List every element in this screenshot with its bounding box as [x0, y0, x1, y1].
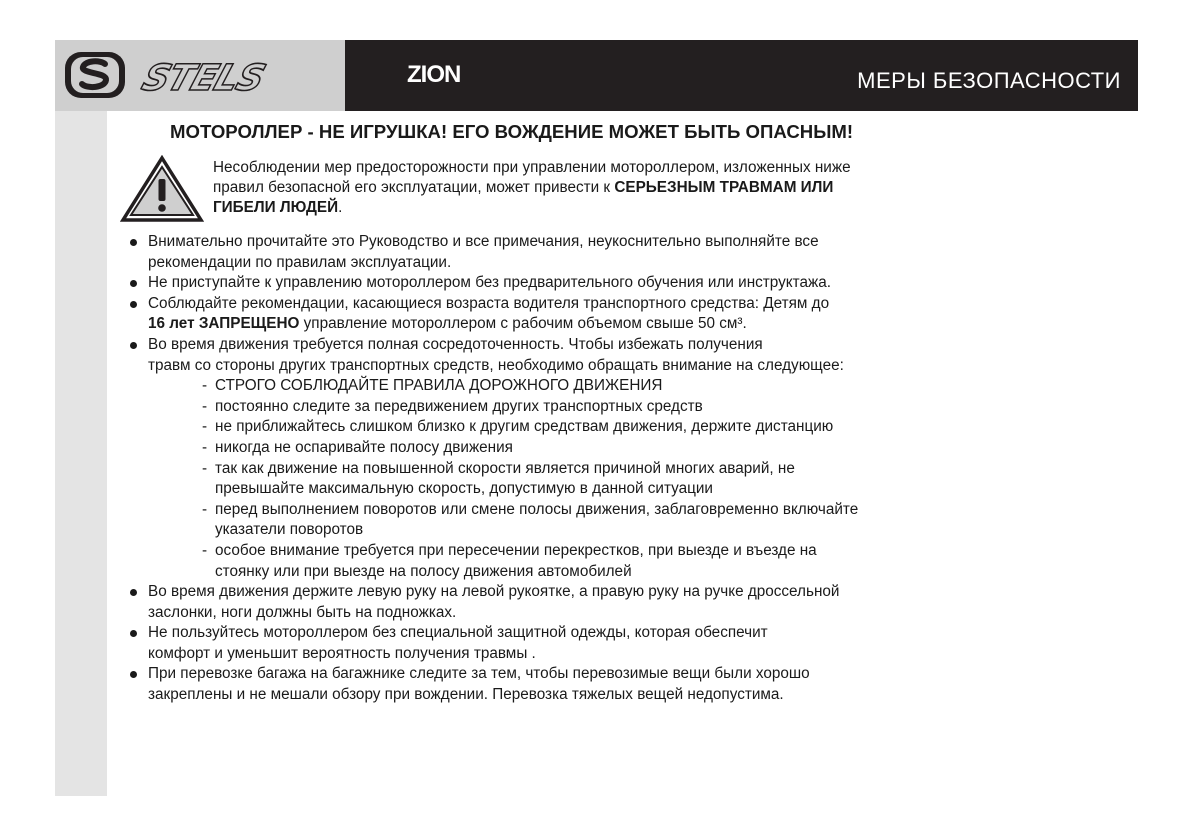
bullet-icon [130, 589, 137, 596]
list-item [130, 232, 1076, 273]
rule-text: Не пользуйтесь мотороллером без специальной защитной одежды, которая обеспечит [148, 624, 768, 642]
warning-text: . [338, 199, 343, 216]
list-item [130, 664, 1076, 705]
sub-item-text: стоянку или при выезде на полосу движения автомобилей [215, 562, 632, 580]
rule-text: Соблюдайте рекомендации, касающиеся возраста водителя транспортного средства: Детям до [148, 294, 830, 312]
safety-rules-list [130, 232, 1076, 706]
dash-marker: - [202, 541, 208, 559]
bullet-icon [130, 671, 137, 678]
sub-item-text: указатели поворотов [215, 521, 364, 539]
sub-item [130, 459, 1076, 500]
sub-item-text: перед выполнением поворотов или смене полосы движения, заблаговременно включайте [215, 500, 859, 518]
sub-item [130, 376, 1076, 397]
sub-item-text: постоянно следите за передвижением других транспортных средств [215, 397, 703, 415]
sub-item [130, 500, 1076, 541]
bullet-icon [130, 301, 137, 308]
bullet-icon [130, 239, 137, 246]
page-header [55, 40, 1138, 111]
section-title: МЕРЫ БЕЗОПАСНОСТИ [857, 68, 1121, 93]
list-item [130, 335, 1076, 376]
rule-text: Во время движения требуется полная сосредоточенность. Чтобы избежать получения [148, 335, 763, 353]
list-item [130, 623, 1076, 664]
warning-text: правил безопасной его эксплуатации, может привести к [213, 179, 615, 196]
bullet-icon [130, 280, 137, 287]
svg-text:STELS: STELS [137, 56, 270, 99]
warning-triangle-icon [120, 155, 204, 223]
bullet-icon [130, 342, 137, 349]
rule-text: Во время движения держите левую руку на левой рукоятке, а правую руку на ручке дроссельной [148, 583, 840, 601]
sub-item-text: особое внимание требуется при пересечении перекрестков, при выезде и въезде на [215, 541, 817, 559]
rule-text: закреплены и не мешали обзору при вождении. Перевозка тяжелых вещей недопустима. [148, 686, 784, 704]
sub-item [130, 438, 1076, 459]
rule-text: Не приступайте к управлению мотороллером без предварительного обучения или инструктажа. [148, 274, 831, 292]
dash-marker: - [202, 377, 208, 395]
stels-logo [63, 50, 338, 102]
sub-item [130, 541, 1076, 582]
rule-text: Внимательно прочитайте это Руководство и все примечания, неукоснительно выполняйте все [148, 233, 819, 250]
list-item [130, 273, 1076, 294]
warning-line: Несоблюдении мер предосторожности при управлении мотороллером, изложенных ниже [213, 159, 851, 176]
rule-text: рекомендации по правилам эксплуатации. [148, 253, 452, 271]
list-item [130, 294, 1076, 335]
page-headline: МОТОРОЛЛЕР - НЕ ИГРУШКА! ЕГО ВОЖДЕНИЕ МОЖЕТ БЫТЬ ОПАСНЫМ! [170, 121, 854, 142]
sub-item-text: СТРОГО СОБЛЮДАЙТЕ ПРАВИЛА ДОРОЖНОГО ДВИЖЕНИЯ [215, 377, 663, 395]
dash-marker: - [202, 500, 208, 518]
brand-logo-block [55, 40, 345, 111]
sub-item-text: превышайте максимальную скорость, допустимую в данной ситуации [215, 480, 713, 498]
rule-text: травм со стороны других транспортных средств, необходимо обращать внимание на следующее: [148, 356, 844, 374]
sub-item-text: не приближайтесь слишком близко к другим средствам движения, держите дистанцию [215, 418, 834, 436]
dash-marker: - [202, 418, 208, 436]
bullet-icon [130, 630, 137, 637]
rule-emphasis: 16 лет ЗАПРЕЩЕНО [148, 315, 300, 333]
side-strip [55, 111, 107, 796]
dash-marker: - [202, 459, 208, 477]
sub-item-text: никогда не оспаривайте полосу движения [215, 438, 513, 456]
sub-item [130, 397, 1076, 418]
list-item [130, 582, 1076, 623]
sub-item [130, 417, 1076, 438]
rule-text: заслонки, ноги должны быть на подножках. [148, 603, 457, 621]
dash-marker: - [202, 438, 208, 456]
rule-text: управление мотороллером с рабочим объемом свыше 50 см³. [299, 315, 747, 333]
warning-emphasis: ГИБЕЛИ ЛЮДЕЙ [213, 199, 339, 216]
model-name: ZION [407, 61, 461, 88]
rule-text: При перевозке багажа на багажнике следите за тем, чтобы перевозимые вещи были хорошо [148, 665, 810, 683]
dash-marker: - [202, 397, 208, 415]
rule-text: комфорт и уменьшит вероятность получения травмы . [148, 644, 536, 662]
warning-paragraph [213, 158, 1070, 218]
warning-emphasis: СЕРЬЕЗНЫМ ТРАВМАМ ИЛИ [614, 179, 834, 196]
sub-item-text: так как движение на повышенной скорости является причиной многих аварий, не [215, 459, 795, 477]
